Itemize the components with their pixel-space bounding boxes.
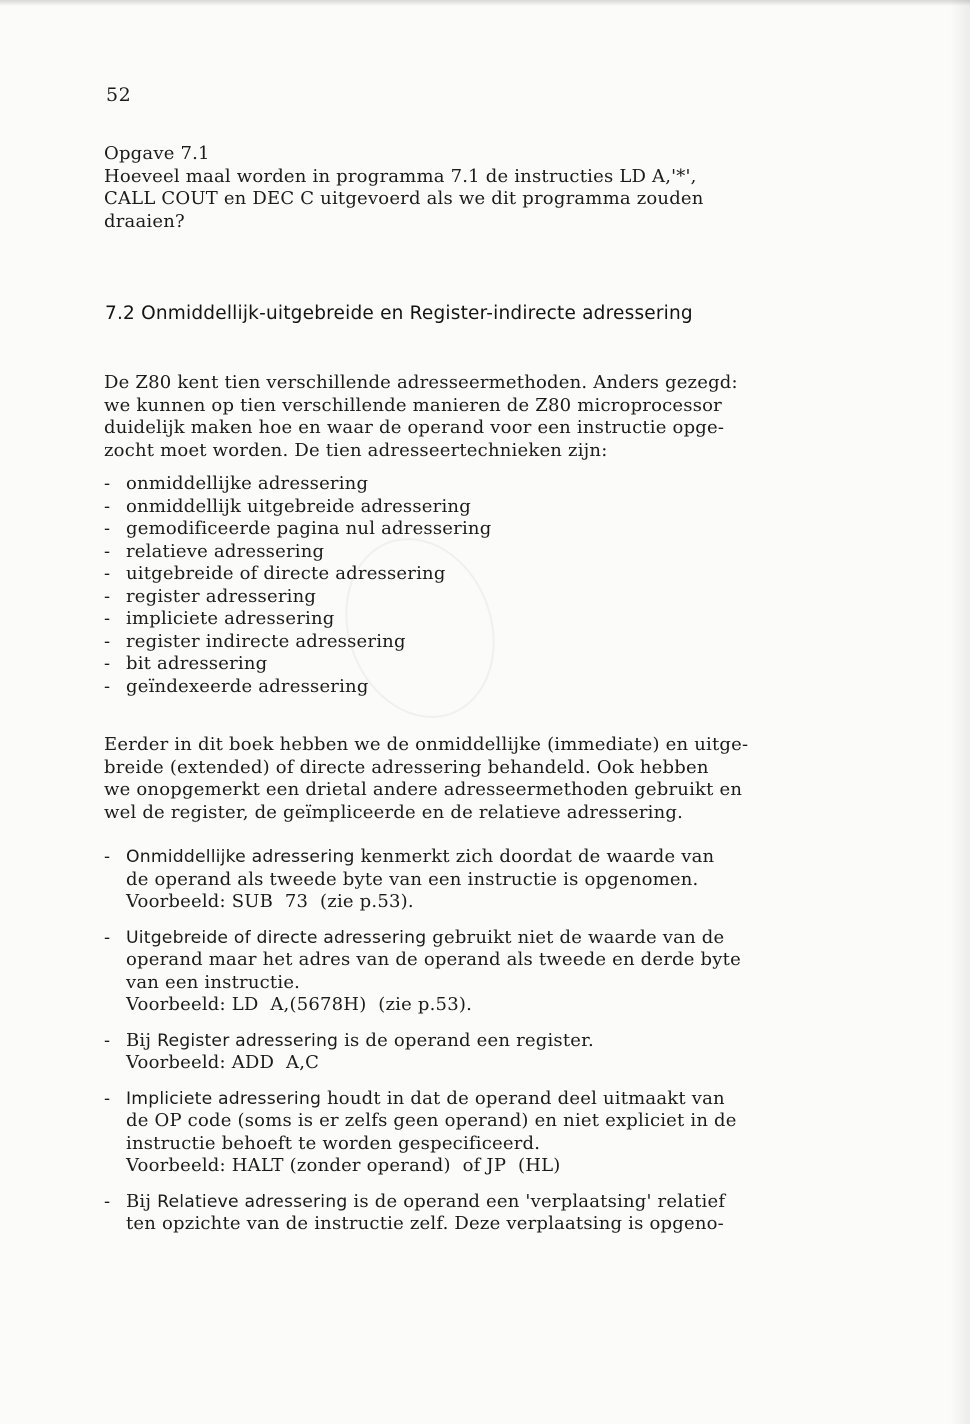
right-shadow (950, 0, 970, 1424)
detail-line: kenmerkt zich doordat de waarde van (354, 846, 715, 867)
intro-line-2: we kunnen op tien verschillende manieren de Z80 microprocessor (104, 394, 722, 416)
detail-example: Voorbeeld: ADD A,C (126, 1052, 320, 1073)
detail-prefix: Bij (126, 1029, 158, 1051)
detail-prefix: Bij (126, 1190, 158, 1212)
exercise-title: Opgave 7.1 (104, 143, 210, 164)
list-item: - geïndexeerde adressering (104, 676, 491, 699)
list-item: - register indirecte adressering (104, 631, 491, 654)
detail-line: van een instructie. (126, 971, 301, 993)
context-line-1: Eerder in dit boek hebben we de onmiddellijke (immediate) en uitge- (104, 734, 749, 755)
detail-example: Voorbeeld: HALT (zonder operand) of JP (HL) (126, 1155, 561, 1176)
exercise-block (104, 143, 824, 233)
detail-line: de OP code (soms is er zelfs geen operand) en niet expliciet in de (126, 1110, 737, 1131)
addressing-method-list (104, 473, 491, 698)
exercise-line-3: draaien? (104, 210, 185, 232)
detail-register (104, 1030, 849, 1075)
detail-line: houdt in dat de operand deel uitmaakt van (321, 1087, 725, 1109)
list-item: - register adressering (104, 586, 491, 609)
intro-line-1: De Z80 kent tien verschillende adresseermethoden. Anders gezegd: (104, 372, 738, 393)
detail-example: Voorbeeld: SUB 73 (zie p.53). (126, 891, 414, 912)
context-paragraph (104, 734, 844, 824)
section-heading: 7.2 Onmiddellijk-uitgebreide en Register-indirecte adressering (105, 303, 693, 324)
detail-term: Onmiddellijke adressering (126, 847, 355, 867)
top-shadow (0, 0, 970, 6)
detail-line: ten opzichte van de instructie zelf. Deze verplaatsing is opgeno- (126, 1213, 724, 1234)
detail-example: Voorbeeld: LD A,(5678H) (zie p.53). (126, 994, 472, 1015)
intro-line-3: duidelijk maken hoe en waar de operand voor een instructie opge- (104, 417, 725, 438)
intro-line-4: zocht moet worden. De tien adresseertechnieken zijn: (104, 439, 608, 461)
detail-line: is de operand een 'verplaatsing' relatief (347, 1190, 726, 1212)
list-item: - onmiddellijke adressering (104, 473, 491, 496)
detail-term: Impliciete adressering (126, 1088, 322, 1109)
page-number: 52 (106, 84, 132, 106)
context-line-4: wel de register, de geïmpliceerde en de relatieve adressering. (104, 801, 684, 823)
list-item: - gemodificeerde pagina nul adressering (104, 518, 491, 541)
detail-term: Uitgebreide of directe adressering (126, 927, 427, 948)
detail-line: instructie behoeft te worden gespecificeerd. (126, 1132, 541, 1154)
detail-term: Register adressering (157, 1030, 339, 1051)
exercise-line-1: Hoeveel maal worden in programma 7.1 de instructies LD A,'*', (104, 165, 697, 187)
exercise-line-2: CALL COUT en DEC C uitgevoerd als we dit programma zouden (104, 188, 704, 209)
detail-line: is de operand een register. (338, 1029, 594, 1051)
intro-paragraph (104, 372, 844, 462)
list-item: - uitgebreide of directe adressering (104, 563, 491, 586)
detail-immediate (104, 846, 849, 914)
detail-line: operand maar het adres van de operand als tweede en derde byte (126, 949, 741, 970)
addressing-details-list (104, 846, 849, 1249)
detail-line: gebruikt niet de waarde van de (426, 926, 725, 948)
list-item: - bit adressering (104, 653, 491, 676)
list-item: - impliciete adressering (104, 608, 491, 631)
list-item: - onmiddellijk uitgebreide adressering (104, 496, 491, 519)
detail-implied (104, 1088, 849, 1178)
detail-line: de operand als tweede byte van een instructie is opgenomen. (126, 868, 699, 890)
context-line-3: we onopgemerkt een drietal andere adresseermethoden gebruikt en (104, 779, 743, 800)
context-line-2: breide (extended) of directe adressering behandeld. Ook hebben (104, 756, 709, 778)
detail-term: Relatieve adressering (157, 1191, 348, 1212)
detail-relative (104, 1191, 849, 1236)
list-item: - relatieve adressering (104, 541, 491, 564)
detail-extended (104, 927, 849, 1017)
